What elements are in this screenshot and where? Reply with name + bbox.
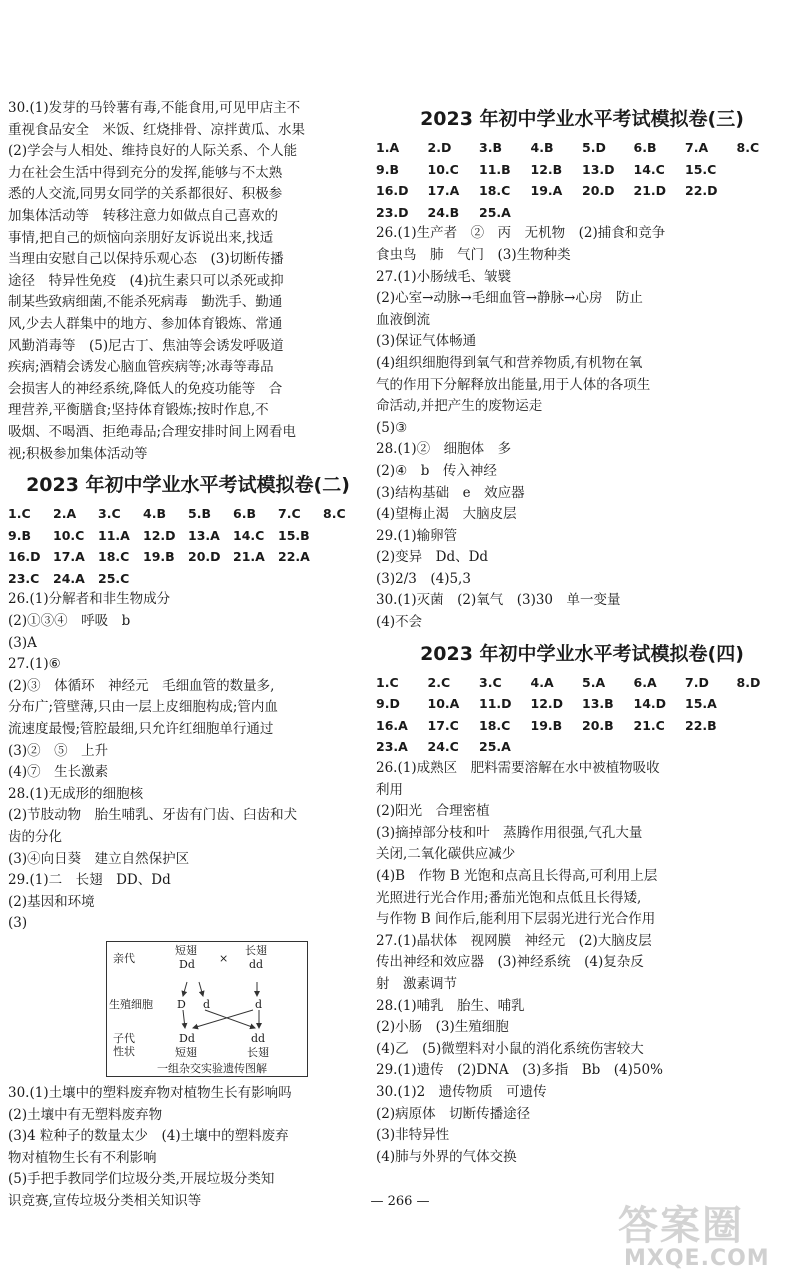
answer-line: (3)④向日葵 建立自然保护区 xyxy=(8,850,190,867)
answer-line: 关闭,二氧化碳供应减少 xyxy=(376,846,516,863)
offspring2-genotype: dd xyxy=(251,1031,266,1045)
answer-line: 事情,把自己的烦恼向亲朋好友诉说出来,找适 xyxy=(8,229,274,246)
answer-line: (3)2/3 (4)5,3 xyxy=(376,570,471,587)
answer-line: 命活动,并把产生的废物运走 xyxy=(376,398,543,415)
answer-line: 识竞赛,宣传垃圾分类相关知识等 xyxy=(8,1192,202,1209)
mc-answer: 12.B xyxy=(530,161,563,177)
answer-line: 加集体活动等 转移注意力如做点自己喜欢的 xyxy=(8,207,278,224)
mc-answer: 18.C xyxy=(479,717,511,733)
mc-answer-row xyxy=(8,503,368,525)
mc-answer: 20.D xyxy=(188,549,221,565)
answer-line: (2)病原体 切断传播途径 xyxy=(376,1105,531,1122)
mc-answer xyxy=(737,180,789,202)
mc-answer: 22.D xyxy=(685,183,718,199)
answer-line: 27.(1)⑥ xyxy=(8,656,61,673)
page-number: — 266 — xyxy=(370,1194,430,1209)
answer-line: 30.(1)发芽的马铃薯有毒,不能食用,可见甲店主不 xyxy=(8,100,301,116)
answer-line: 29.(1)二 长翅 DD、Dd xyxy=(8,872,171,889)
mc-answer: 15.A xyxy=(685,696,717,712)
mc-answer-row xyxy=(376,672,788,694)
answer-line: (3)非特异性 xyxy=(376,1127,450,1144)
parent1-genotype: Dd xyxy=(179,957,195,971)
answer-line: (3)A xyxy=(8,634,37,651)
mc-answer: 13.A xyxy=(188,527,220,543)
answer-line: (2)心室→动脉→毛细血管→静脉→心房 防止 xyxy=(376,290,643,307)
mc-answer: 13.D xyxy=(582,161,615,177)
mc-answer xyxy=(582,202,634,224)
mc-answer: 14.C xyxy=(633,161,665,177)
answer-line: 射 激素调节 xyxy=(376,975,457,992)
mc-answer: 13.B xyxy=(582,696,614,712)
answer-line: (2)①③④ 呼吸 b xyxy=(8,613,131,630)
answer-line: 27.(1)小肠绒毛、皱襞 xyxy=(376,268,512,285)
mc-answer: 23.A xyxy=(376,739,408,755)
gamete-d-dominant: D xyxy=(177,997,186,1011)
mc-answer: 3.C xyxy=(479,674,502,690)
answer-line: 分布广;管壁薄,只由一层上皮细胞构成;管内血 xyxy=(8,699,278,716)
diagram-caption: 一组杂交实验遗传图解 xyxy=(157,1061,267,1075)
answer-line: 血液倒流 xyxy=(376,311,430,328)
mc-answer: 16.D xyxy=(8,549,41,565)
section-title-mock-exam-2: 2023 年初中学业水平考试模拟卷(二) xyxy=(26,474,350,497)
offspring2-trait: 长翅 xyxy=(247,1045,269,1059)
answer-line: 重视食品安全 米饭、红烧排骨、凉拌黄瓜、水果 xyxy=(8,121,305,138)
answer-line: 物对植物生长有不利影响 xyxy=(8,1149,157,1166)
answer-line: 风勤消毒等 (5)尼古丁、焦油等会诱发呼吸道 xyxy=(8,337,284,354)
mc-answer xyxy=(233,568,278,590)
answer-line: (3) xyxy=(8,915,28,932)
answer-line: (4)肺与外界的气体交换 xyxy=(376,1148,517,1165)
mc-answer: 9.B xyxy=(376,161,399,177)
mc-answer: 2.D xyxy=(427,140,452,155)
mc-answer: 6.A xyxy=(633,674,657,690)
answer-line: 利用 xyxy=(376,781,403,798)
mc-answer: 24.A xyxy=(53,570,85,586)
mc-answer: 12.D xyxy=(143,527,176,543)
answer-line: (4)⑦ 生长激素 xyxy=(8,764,109,781)
answer-line: 26.(1)分解者和非生物成分 xyxy=(8,591,171,608)
answer-line: (2)基因和环境 xyxy=(8,893,95,910)
answer-line: (4)组织细胞得到氧气和营养物质,有机物在氧 xyxy=(376,354,643,371)
mc-answer: 17.A xyxy=(53,549,85,565)
mc-answer: 7.D xyxy=(685,674,709,690)
answer-line: (2)变异 Dd、Dd xyxy=(376,549,489,566)
mc-answer xyxy=(737,159,789,181)
answer-line: 理营养,平衡膳食;坚持体育锻炼;按时作息,不 xyxy=(8,402,269,419)
answer-line: 30.(1)灭菌 (2)氧气 (3)30 单一变量 xyxy=(376,592,621,609)
mc-answer: 19.A xyxy=(530,183,563,199)
mc-answer-row xyxy=(8,525,368,547)
answer-line: (4)不会 xyxy=(376,614,423,631)
mc-answer: 22.A xyxy=(278,549,310,565)
watermark-main-text: 答案圈 xyxy=(618,1203,744,1249)
mc-answer: 16.D xyxy=(376,183,409,199)
label-parents: 亲代 xyxy=(113,951,135,965)
answer-line: 29.(1)遗传 (2)DNA (3)多指 Bb (4)50% xyxy=(376,1062,663,1079)
watermark-url-text: MXQE.COM xyxy=(624,1246,770,1271)
mc-answer: 11.B xyxy=(479,161,511,177)
parent2-trait: 长翅 xyxy=(245,943,267,957)
mc-answer: 9.D xyxy=(376,696,400,712)
answer-line: (5)手把手教同学们垃圾分类,开展垃圾分类知 xyxy=(8,1171,275,1188)
answer-line: (2)土壤中有无塑料废弃物 xyxy=(8,1106,163,1123)
mc-answer xyxy=(737,202,789,224)
mc-answer: 1.A xyxy=(376,140,400,155)
mc-answer: 19.B xyxy=(530,717,563,733)
answer-line: 与作物 B 间作后,能利用下层弱光进行光合作用 xyxy=(376,911,656,928)
answer-line: 光照进行光合作用;番茄光饱和点低且长得矮, xyxy=(376,889,642,906)
answer-line: (2)④ b 传入神经 xyxy=(376,462,497,479)
mc-answer-row xyxy=(376,202,788,224)
mc-answer: 23.C xyxy=(8,570,40,586)
answer-line: 疾病;酒精会诱发心脑血管疾病等;冰毒等毒品 xyxy=(8,359,274,376)
answer-line: 悉的人交流,同男女同学的关系都很好、积极参 xyxy=(8,186,283,203)
gamete-d-recessive-1: d xyxy=(203,997,211,1011)
answer-line: 吸烟、不喝酒、拒绝毒品;合理安排时间上网看电 xyxy=(8,423,297,440)
watermark-logo xyxy=(618,1194,788,1276)
mc-answer: 10.A xyxy=(427,696,460,712)
answer-line: 力在社会生活中得到充分的发挥,能够与不太熟 xyxy=(8,164,283,181)
answer-line: (4)乙 (5)微塑料对小鼠的消化系统伤害较大 xyxy=(376,1040,644,1057)
answer-line: 28.(1)哺乳 胎生、哺乳 xyxy=(376,997,525,1014)
mc-answer: 9.B xyxy=(8,527,31,543)
answer-line: (2)节肢动物 胎生哺乳、牙齿有门齿、臼齿和犬 xyxy=(8,807,298,824)
mc-answer: 17.C xyxy=(427,717,459,733)
cross-sign: × xyxy=(219,951,229,965)
mc-answer: 8.C xyxy=(323,506,346,522)
mc-answer: 25.A xyxy=(479,739,511,755)
answer-line: 26.(1)成熟区 肥料需要溶解在水中被植物吸收 xyxy=(376,760,660,777)
mc-answer: 15.B xyxy=(278,527,310,543)
mc-answer: 11.D xyxy=(479,696,512,712)
answer-line: 途径 特异性免疫 (4)抗生素只可以杀死或抑 xyxy=(8,272,284,289)
answer-line: (2)阳光 合理密植 xyxy=(376,803,490,820)
mc-answer xyxy=(634,202,686,224)
mc-answer-row xyxy=(376,715,788,737)
mc-answer xyxy=(531,202,583,224)
multiple-choice-answers-exam-4 xyxy=(376,672,788,758)
mc-answer xyxy=(634,736,686,758)
answer-line: (3)保证气体畅通 xyxy=(376,333,477,350)
mc-answer-row xyxy=(376,159,788,181)
mc-answer: 17.A xyxy=(427,183,460,199)
mc-answer: 5.D xyxy=(582,140,606,155)
answer-line: 流速度最慢;管腔最细,只允许红细胞单行通过 xyxy=(8,721,274,738)
mc-answer: 20.D xyxy=(582,183,615,199)
mc-answer xyxy=(323,525,368,547)
mc-answer-row xyxy=(376,137,788,159)
mc-answer: 7.C xyxy=(278,506,301,522)
mc-answer xyxy=(278,568,323,590)
answer-line: 风,少去人群集中的地方、参加体育锻炼、常通 xyxy=(8,315,283,332)
mc-answer: 10.C xyxy=(427,161,459,177)
answer-line: (2)小肠 (3)生殖细胞 xyxy=(376,1019,509,1036)
answer-line: 视;积极参加集体活动等 xyxy=(8,445,148,462)
answer-block-exam-2-part-a xyxy=(8,589,368,935)
mc-answer xyxy=(685,202,737,224)
mc-answer: 18.C xyxy=(479,183,511,199)
mc-answer: 7.A xyxy=(685,140,709,155)
mc-answer xyxy=(323,568,368,590)
answer-line: 制某些致病细菌,不能杀死病毒 勤洗手、勤通 xyxy=(8,294,283,311)
answer-line: 27.(1)晶状体 视网膜 神经元 (2)大脑皮层 xyxy=(376,932,652,949)
mc-answer: 10.C xyxy=(53,527,85,543)
mc-answer: 4.A xyxy=(530,674,554,690)
mc-answer xyxy=(737,715,789,737)
answer-line: 29.(1)输卵管 xyxy=(376,527,458,544)
mc-answer: 2.A xyxy=(53,506,77,522)
mc-answer-row xyxy=(376,736,788,758)
answer-line: (3)结构基础 e 效应器 xyxy=(376,484,525,501)
mc-answer: 6.B xyxy=(233,506,256,522)
answer-line: (3)4 粒种子的数量太少 (4)土壤中的塑料废弃 xyxy=(8,1128,289,1145)
mc-answer xyxy=(685,736,737,758)
mc-answer: 4.B xyxy=(143,506,166,522)
parent2-genotype: dd xyxy=(249,957,264,971)
mc-answer: 15.C xyxy=(685,161,717,177)
answer-line: (4)望梅止渴 大脑皮层 xyxy=(376,506,517,523)
mc-answer-row xyxy=(376,693,788,715)
mc-answer: 25.A xyxy=(479,204,511,220)
answer-line: 会损害人的神经系统,降低人的免疫功能等 合 xyxy=(8,380,283,397)
mc-answer: 20.B xyxy=(582,717,614,733)
answer-line: 齿的分化 xyxy=(8,829,62,845)
offspring1-trait: 短翅 xyxy=(175,1045,197,1059)
mc-answer: 19.B xyxy=(143,549,175,565)
mc-answer xyxy=(143,568,188,590)
answer-block-exam-3 xyxy=(376,223,788,633)
mc-answer: 21.D xyxy=(633,183,667,199)
left-column xyxy=(8,98,368,1213)
answer-line: 气的作用下分解释放出能量,用于人体的各项生 xyxy=(376,376,651,393)
mc-answer: 1.C xyxy=(8,506,31,522)
mc-answer: 8.D xyxy=(736,674,761,690)
mc-answer: 22.B xyxy=(685,717,717,733)
mc-answer-row xyxy=(8,568,368,590)
answer-block-exam-4 xyxy=(376,758,788,1168)
gamete-d-recessive-2: d xyxy=(255,997,263,1011)
answer-line: (3)摘掉部分枝和叶 蒸腾作用很强,气孔大量 xyxy=(376,824,643,841)
mc-answer xyxy=(188,568,233,590)
answer-line: 26.(1)生产者 ② 丙 无机物 (2)捕食和竞争 xyxy=(376,225,666,242)
answer-line: 30.(1)土壤中的塑料废弃物对植物生长有影响吗 xyxy=(8,1084,292,1101)
answer-line: (5)③ xyxy=(376,419,408,436)
answer-line: 食虫鸟 肺 气门 (3)生物种类 xyxy=(376,246,571,263)
multiple-choice-answers-exam-3 xyxy=(376,137,788,223)
mc-answer: 2.C xyxy=(427,674,451,690)
section-title-mock-exam-3: 2023 年初中学业水平考试模拟卷(三) xyxy=(420,108,744,130)
mc-answer: 25.C xyxy=(98,570,130,586)
mc-answer xyxy=(531,736,583,758)
mc-answer: 1.C xyxy=(376,674,399,690)
answer-line: 传出神经和效应器 (3)神经系统 (4)复杂反 xyxy=(376,954,644,971)
mc-answer: 21.A xyxy=(233,549,265,565)
label-offspring: 子代 性状 xyxy=(113,1031,135,1058)
mc-answer-row xyxy=(376,180,788,202)
answer-block-q30 xyxy=(8,98,368,465)
mc-answer xyxy=(582,736,634,758)
right-column xyxy=(376,98,788,1168)
section-title-mock-exam-4: 2023 年初中学业水平考试模拟卷(四) xyxy=(420,642,744,665)
offspring1-genotype: Dd xyxy=(179,1031,195,1045)
parent1-trait: 短翅 xyxy=(175,943,197,957)
mc-answer xyxy=(737,736,789,758)
mc-answer: 23.D xyxy=(376,204,409,220)
mc-answer xyxy=(737,693,789,715)
answer-line: 28.(1)② 细胞体 多 xyxy=(376,441,512,458)
mc-answer: 24.C xyxy=(427,739,459,755)
answer-line: (4)B 作物 B 光饱和点高且长得高,可利用上层 xyxy=(376,868,658,884)
multiple-choice-answers-exam-2 xyxy=(8,503,368,589)
mc-answer: 16.A xyxy=(376,717,408,733)
label-gametes: 生殖细胞 xyxy=(109,997,153,1011)
mc-answer: 3.B xyxy=(479,140,502,155)
mc-answer: 3.C xyxy=(98,506,121,522)
answer-line: (2)③ 体循环 神经元 毛细血管的数量多, xyxy=(8,677,275,694)
mc-answer xyxy=(323,546,368,568)
mc-answer: 24.B xyxy=(427,204,460,220)
genetic-cross-diagram xyxy=(106,941,308,1077)
mc-answer: 8.C xyxy=(736,140,760,155)
mc-answer: 5.A xyxy=(582,674,606,690)
mc-answer: 6.B xyxy=(633,140,657,155)
answer-line: 当理由安慰自己以保持乐观心态 (3)切断传播 xyxy=(8,251,284,268)
answer-line: (2)学会与人相处、维持良好的人际关系、个人能 xyxy=(8,143,298,160)
mc-answer-row xyxy=(8,546,368,568)
mc-answer: 14.D xyxy=(633,696,667,712)
mc-answer: 5.B xyxy=(188,506,211,522)
answer-line: (3)② ⑤ 上升 xyxy=(8,742,109,759)
mc-answer: 21.C xyxy=(633,717,665,733)
answer-line: 30.(1)2 遗传物质 可遗传 xyxy=(376,1083,547,1100)
mc-answer: 14.C xyxy=(233,527,265,543)
mc-answer: 4.B xyxy=(530,140,554,155)
answer-line: 28.(1)无成形的细胞核 xyxy=(8,785,144,802)
mc-answer: 11.A xyxy=(98,527,130,543)
mc-answer: 12.D xyxy=(530,696,564,712)
mc-answer: 18.C xyxy=(98,549,130,565)
